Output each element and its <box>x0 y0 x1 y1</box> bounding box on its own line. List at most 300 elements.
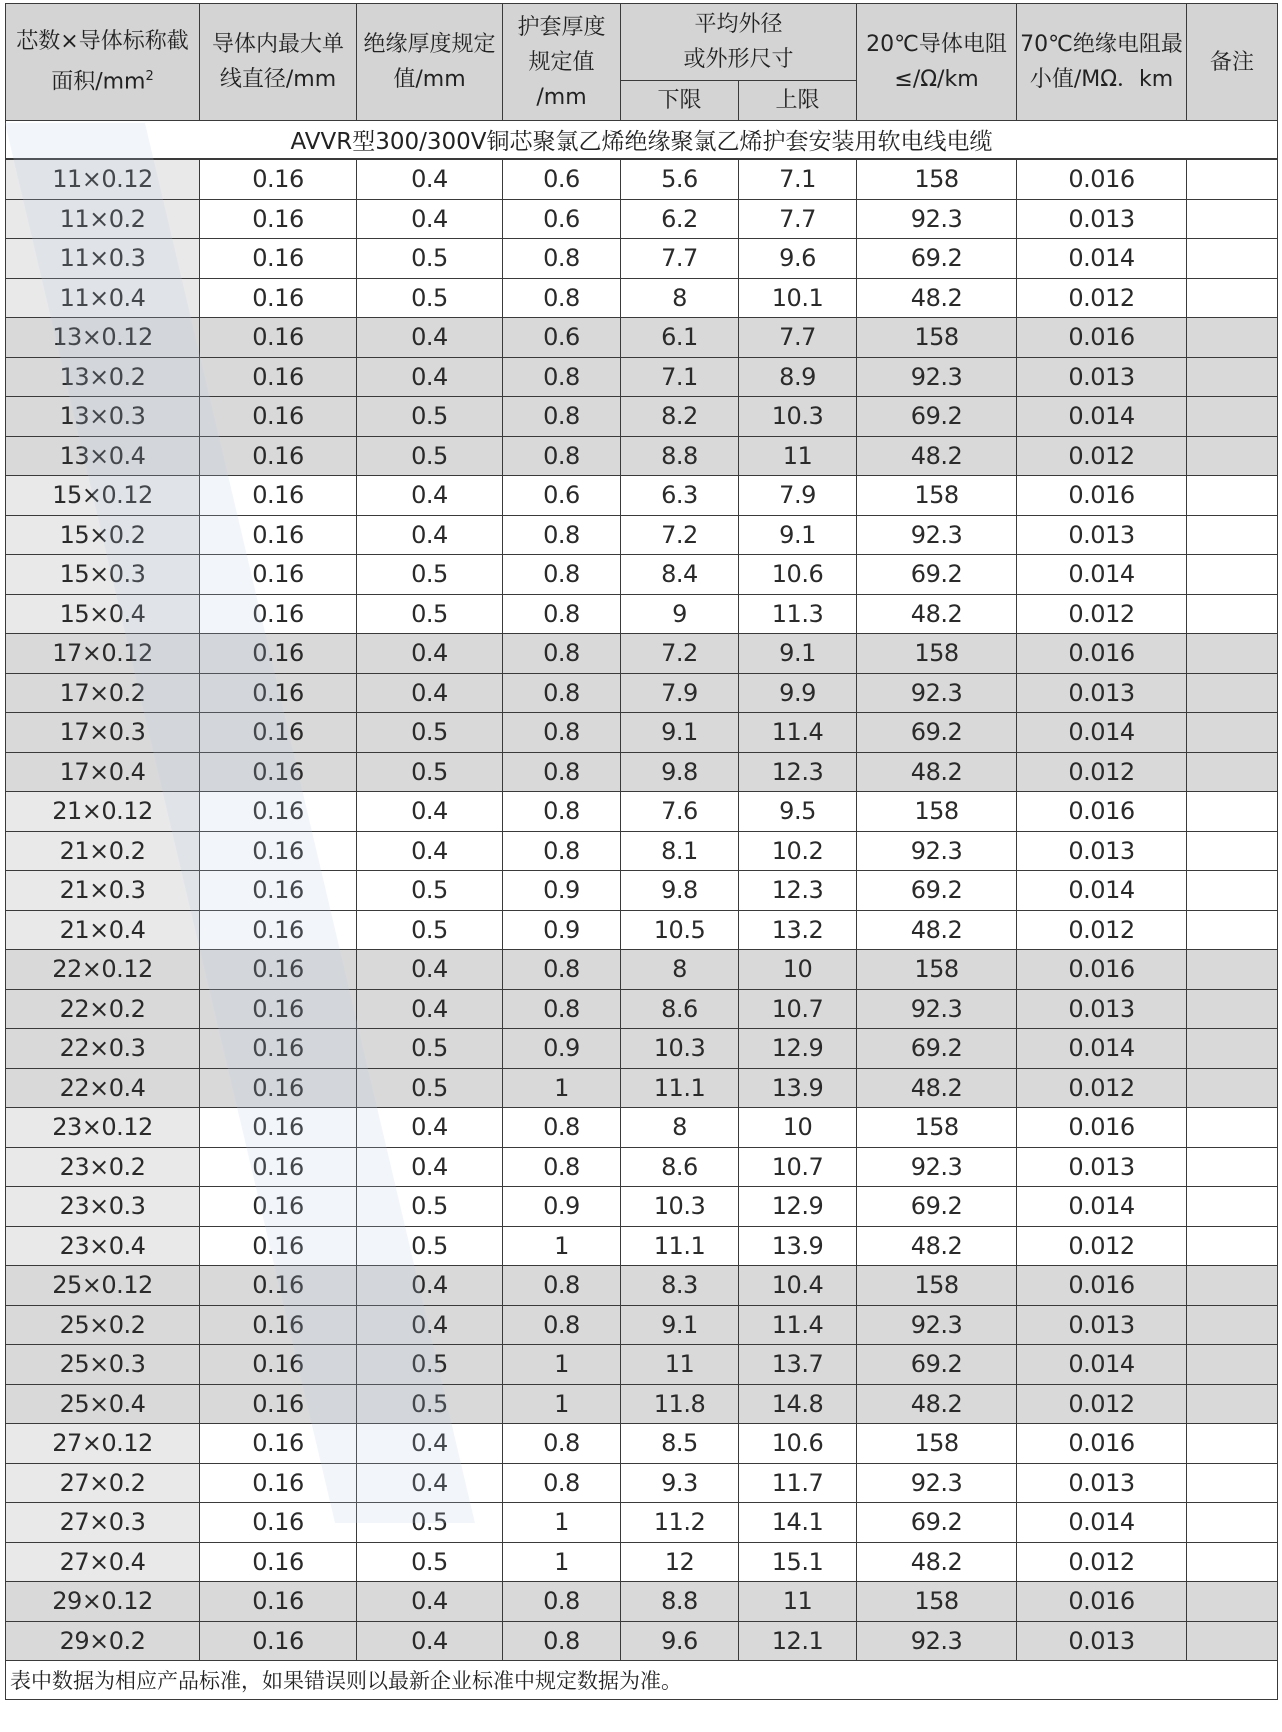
cell-lower-limit: 9.8 <box>621 871 739 911</box>
cell-resistance-20: 48.2 <box>857 278 1017 318</box>
cell-wire-diameter: 0.16 <box>200 1503 357 1543</box>
table-row <box>6 1424 1278 1464</box>
table-row <box>6 634 1278 674</box>
table-row <box>6 239 1278 279</box>
cell-insulation: 0.4 <box>357 199 503 239</box>
cell-insulation: 0.4 <box>357 357 503 397</box>
header-res20-line1: 20℃导体电阻 <box>866 32 1007 57</box>
cell-insulation: 0.4 <box>357 515 503 555</box>
cell-sheath: 0.9 <box>503 871 621 911</box>
cell-remarks <box>1187 278 1278 318</box>
cell-insulation: 0.4 <box>357 831 503 871</box>
cell-insulation: 0.4 <box>357 1424 503 1464</box>
table-header <box>6 4 1278 121</box>
cell-remarks <box>1187 1068 1278 1108</box>
cell-wire-diameter: 0.16 <box>200 555 357 595</box>
table-row <box>6 910 1278 950</box>
table-row <box>6 831 1278 871</box>
cell-wire-diameter: 0.16 <box>200 673 357 713</box>
cell-insulation-resistance-70: 0.016 <box>1017 792 1187 832</box>
cell-resistance-20: 69.2 <box>857 1503 1017 1543</box>
cell-remarks <box>1187 989 1278 1029</box>
cell-lower-limit: 10.3 <box>621 1187 739 1227</box>
cell-wire-diameter: 0.16 <box>200 1305 357 1345</box>
cell-insulation: 0.5 <box>357 910 503 950</box>
cell-upper-limit: 7.7 <box>739 199 857 239</box>
cell-insulation: 0.5 <box>357 1068 503 1108</box>
cell-upper-limit: 12.9 <box>739 1187 857 1227</box>
cell-lower-limit: 8.4 <box>621 555 739 595</box>
cell-lower-limit: 7.2 <box>621 515 739 555</box>
cell-insulation: 0.5 <box>357 278 503 318</box>
cell-upper-limit: 14.8 <box>739 1384 857 1424</box>
cell-remarks <box>1187 752 1278 792</box>
cell-remarks <box>1187 1029 1278 1069</box>
cell-upper-limit: 9.6 <box>739 239 857 279</box>
cell-lower-limit: 6.3 <box>621 476 739 516</box>
cell-insulation: 0.5 <box>357 397 503 437</box>
cell-sheath: 0.8 <box>503 673 621 713</box>
cell-sheath: 0.8 <box>503 1147 621 1187</box>
cell-remarks <box>1187 1108 1278 1148</box>
cable-spec-table <box>5 3 1278 1700</box>
cell-spec: 21×0.4 <box>6 910 200 950</box>
cell-spec: 13×0.4 <box>6 436 200 476</box>
cell-sheath: 0.9 <box>503 910 621 950</box>
cell-lower-limit: 10.3 <box>621 1029 739 1069</box>
cell-sheath: 0.8 <box>503 239 621 279</box>
cell-insulation: 0.4 <box>357 476 503 516</box>
cell-resistance-20: 92.3 <box>857 989 1017 1029</box>
cell-insulation: 0.5 <box>357 1187 503 1227</box>
header-spec-line2 <box>6 59 199 99</box>
cell-spec: 22×0.4 <box>6 1068 200 1108</box>
cell-wire-diameter: 0.16 <box>200 950 357 990</box>
cell-lower-limit: 8.2 <box>621 397 739 437</box>
cell-sheath: 0.6 <box>503 476 621 516</box>
cell-spec: 23×0.3 <box>6 1187 200 1227</box>
cell-upper-limit: 11.3 <box>739 594 857 634</box>
table-row <box>6 515 1278 555</box>
header-sheath-line3: /mm <box>536 84 587 110</box>
cell-wire-diameter: 0.16 <box>200 831 357 871</box>
cell-spec: 17×0.2 <box>6 673 200 713</box>
table-row <box>6 357 1278 397</box>
table-row <box>6 1621 1278 1661</box>
cell-sheath: 1 <box>503 1345 621 1385</box>
cell-wire-diameter: 0.16 <box>200 1384 357 1424</box>
cell-insulation-resistance-70: 0.014 <box>1017 713 1187 753</box>
cell-remarks <box>1187 476 1278 516</box>
cell-resistance-20: 69.2 <box>857 1029 1017 1069</box>
header-outer-line1: 平均外径 <box>694 12 783 37</box>
cell-remarks <box>1187 239 1278 279</box>
cell-sheath: 0.6 <box>503 159 621 199</box>
header-insulation-line2: 值/mm <box>393 67 466 92</box>
cell-lower-limit: 8.3 <box>621 1266 739 1306</box>
table-row <box>6 1187 1278 1227</box>
cell-lower-limit: 7.9 <box>621 673 739 713</box>
cell-resistance-20: 92.3 <box>857 831 1017 871</box>
cell-upper-limit: 10.6 <box>739 1424 857 1464</box>
cell-resistance-20: 92.3 <box>857 1147 1017 1187</box>
header-res20-line2: ≤/Ω/km <box>894 67 979 92</box>
cell-lower-limit: 8 <box>621 950 739 990</box>
cell-insulation: 0.4 <box>357 792 503 832</box>
cell-sheath: 0.8 <box>503 1266 621 1306</box>
cell-remarks <box>1187 871 1278 911</box>
cell-remarks <box>1187 199 1278 239</box>
cell-spec: 27×0.12 <box>6 1424 200 1464</box>
cell-insulation: 0.4 <box>357 1108 503 1148</box>
cell-resistance-20: 69.2 <box>857 713 1017 753</box>
table-row <box>6 673 1278 713</box>
cell-insulation: 0.5 <box>357 1226 503 1266</box>
cell-upper-limit: 12.1 <box>739 1621 857 1661</box>
cell-remarks <box>1187 1266 1278 1306</box>
cell-wire-diameter: 0.16 <box>200 1345 357 1385</box>
spec-sheet <box>5 3 1277 1700</box>
cell-wire-diameter: 0.16 <box>200 1068 357 1108</box>
cell-wire-diameter: 0.16 <box>200 1147 357 1187</box>
cell-spec: 27×0.4 <box>6 1542 200 1582</box>
cell-upper-limit: 8.9 <box>739 357 857 397</box>
cell-insulation: 0.4 <box>357 673 503 713</box>
header-wire-diameter <box>200 4 357 121</box>
cell-upper-limit: 11 <box>739 1582 857 1622</box>
cell-remarks <box>1187 792 1278 832</box>
table-row <box>6 1108 1278 1148</box>
cell-upper-limit: 10.3 <box>739 397 857 437</box>
cell-lower-limit: 10.5 <box>621 910 739 950</box>
cell-remarks <box>1187 555 1278 595</box>
cell-upper-limit: 11 <box>739 436 857 476</box>
cell-insulation-resistance-70: 0.016 <box>1017 1424 1187 1464</box>
cell-spec: 11×0.4 <box>6 278 200 318</box>
cell-wire-diameter: 0.16 <box>200 989 357 1029</box>
cell-spec: 25×0.12 <box>6 1266 200 1306</box>
cell-remarks <box>1187 1187 1278 1227</box>
table-row <box>6 1226 1278 1266</box>
cell-insulation-resistance-70: 0.013 <box>1017 831 1187 871</box>
cell-wire-diameter: 0.16 <box>200 910 357 950</box>
cell-insulation: 0.4 <box>357 1582 503 1622</box>
cell-insulation-resistance-70: 0.014 <box>1017 1187 1187 1227</box>
cell-insulation: 0.4 <box>357 1463 503 1503</box>
cell-upper-limit: 13.9 <box>739 1226 857 1266</box>
cell-upper-limit: 12.3 <box>739 871 857 911</box>
table-row <box>6 989 1278 1029</box>
cell-lower-limit: 11.1 <box>621 1226 739 1266</box>
cell-wire-diameter: 0.16 <box>200 515 357 555</box>
cell-sheath: 0.9 <box>503 1029 621 1069</box>
cell-spec: 27×0.3 <box>6 1503 200 1543</box>
cell-insulation-resistance-70: 0.014 <box>1017 871 1187 911</box>
cell-spec: 11×0.3 <box>6 239 200 279</box>
cell-lower-limit: 9.6 <box>621 1621 739 1661</box>
cell-upper-limit: 11.7 <box>739 1463 857 1503</box>
cell-upper-limit: 10.1 <box>739 278 857 318</box>
cell-spec: 23×0.12 <box>6 1108 200 1148</box>
cell-resistance-20: 69.2 <box>857 239 1017 279</box>
cell-upper-limit: 9.1 <box>739 634 857 674</box>
cell-insulation: 0.4 <box>357 1266 503 1306</box>
cell-insulation-resistance-70: 0.012 <box>1017 752 1187 792</box>
cell-insulation-resistance-70: 0.013 <box>1017 1463 1187 1503</box>
cell-insulation-resistance-70: 0.012 <box>1017 1226 1187 1266</box>
cell-wire-diameter: 0.16 <box>200 1187 357 1227</box>
cell-insulation-resistance-70: 0.014 <box>1017 1345 1187 1385</box>
cell-spec: 25×0.4 <box>6 1384 200 1424</box>
cell-sheath: 0.8 <box>503 436 621 476</box>
cell-upper-limit: 9.9 <box>739 673 857 713</box>
cell-insulation-resistance-70: 0.013 <box>1017 1147 1187 1187</box>
header-spec-sup: 2 <box>145 69 154 85</box>
cell-resistance-20: 48.2 <box>857 436 1017 476</box>
cell-sheath: 1 <box>503 1503 621 1543</box>
cell-insulation-resistance-70: 0.016 <box>1017 950 1187 990</box>
cell-insulation-resistance-70: 0.012 <box>1017 594 1187 634</box>
table-row <box>6 278 1278 318</box>
cell-lower-limit: 11 <box>621 1345 739 1385</box>
cell-insulation-resistance-70: 0.016 <box>1017 1266 1187 1306</box>
cell-wire-diameter: 0.16 <box>200 1542 357 1582</box>
cell-spec: 17×0.4 <box>6 752 200 792</box>
cell-sheath: 0.8 <box>503 1305 621 1345</box>
header-resistance-20 <box>857 4 1017 121</box>
cell-remarks <box>1187 1621 1278 1661</box>
cell-remarks <box>1187 910 1278 950</box>
cell-spec: 11×0.12 <box>6 159 200 199</box>
cell-wire-diameter: 0.16 <box>200 1029 357 1069</box>
cell-remarks <box>1187 357 1278 397</box>
cell-spec: 21×0.2 <box>6 831 200 871</box>
header-spec <box>6 4 200 121</box>
cell-resistance-20: 69.2 <box>857 397 1017 437</box>
cell-sheath: 0.8 <box>503 1424 621 1464</box>
cell-resistance-20: 69.2 <box>857 1187 1017 1227</box>
header-res70-line1: 70℃绝缘电阻最 <box>1020 32 1183 57</box>
table-row <box>6 1384 1278 1424</box>
cell-upper-limit: 13.2 <box>739 910 857 950</box>
header-lower-limit: 下限 <box>621 81 739 121</box>
cell-insulation-resistance-70: 0.012 <box>1017 1384 1187 1424</box>
cell-sheath: 0.8 <box>503 989 621 1029</box>
cell-upper-limit: 10.7 <box>739 1147 857 1187</box>
header-wire-line1: 导体内最大单 <box>211 32 344 57</box>
cell-wire-diameter: 0.16 <box>200 713 357 753</box>
table-row <box>6 1147 1278 1187</box>
cell-sheath: 0.8 <box>503 950 621 990</box>
cell-resistance-20: 69.2 <box>857 871 1017 911</box>
cell-upper-limit: 11.4 <box>739 1305 857 1345</box>
cell-wire-diameter: 0.16 <box>200 1108 357 1148</box>
cell-lower-limit: 9.1 <box>621 1305 739 1345</box>
cell-resistance-20: 48.2 <box>857 910 1017 950</box>
cell-insulation-resistance-70: 0.014 <box>1017 1503 1187 1543</box>
cell-lower-limit: 6.2 <box>621 199 739 239</box>
cell-wire-diameter: 0.16 <box>200 357 357 397</box>
cell-insulation-resistance-70: 0.016 <box>1017 318 1187 358</box>
cell-insulation: 0.5 <box>357 1384 503 1424</box>
cell-wire-diameter: 0.16 <box>200 1226 357 1266</box>
cell-sheath: 0.8 <box>503 555 621 595</box>
header-upper-limit: 上限 <box>739 81 857 121</box>
cell-spec: 17×0.3 <box>6 713 200 753</box>
table-body <box>6 121 1278 1661</box>
table-row <box>6 397 1278 437</box>
header-sheath <box>503 4 621 121</box>
cell-lower-limit: 8.5 <box>621 1424 739 1464</box>
cell-wire-diameter: 0.16 <box>200 1463 357 1503</box>
cell-upper-limit: 9.5 <box>739 792 857 832</box>
cell-resistance-20: 158 <box>857 634 1017 674</box>
cell-resistance-20: 158 <box>857 792 1017 832</box>
cell-resistance-20: 158 <box>857 1108 1017 1148</box>
cell-insulation-resistance-70: 0.013 <box>1017 357 1187 397</box>
cell-lower-limit: 8 <box>621 278 739 318</box>
cell-upper-limit: 10 <box>739 950 857 990</box>
cell-spec: 29×0.2 <box>6 1621 200 1661</box>
cell-remarks <box>1187 950 1278 990</box>
cell-insulation-resistance-70: 0.014 <box>1017 239 1187 279</box>
cell-insulation-resistance-70: 0.016 <box>1017 1582 1187 1622</box>
cell-wire-diameter: 0.16 <box>200 594 357 634</box>
cell-remarks <box>1187 159 1278 199</box>
cell-sheath: 0.8 <box>503 752 621 792</box>
cell-spec: 22×0.3 <box>6 1029 200 1069</box>
cell-sheath: 0.6 <box>503 199 621 239</box>
cell-lower-limit: 9 <box>621 594 739 634</box>
cell-sheath: 0.8 <box>503 1582 621 1622</box>
cell-insulation-resistance-70: 0.014 <box>1017 555 1187 595</box>
cell-wire-diameter: 0.16 <box>200 752 357 792</box>
cell-spec: 25×0.3 <box>6 1345 200 1385</box>
header-insulation-line1: 绝缘厚度规定 <box>363 32 496 57</box>
cell-lower-limit: 8.8 <box>621 436 739 476</box>
cell-sheath: 0.9 <box>503 1187 621 1227</box>
cell-upper-limit: 7.9 <box>739 476 857 516</box>
cell-resistance-20: 158 <box>857 950 1017 990</box>
cell-insulation-resistance-70: 0.012 <box>1017 436 1187 476</box>
cell-insulation: 0.4 <box>357 989 503 1029</box>
cell-insulation: 0.5 <box>357 752 503 792</box>
table-row <box>6 318 1278 358</box>
cell-upper-limit: 11.4 <box>739 713 857 753</box>
cell-sheath: 0.8 <box>503 1108 621 1148</box>
cell-wire-diameter: 0.16 <box>200 239 357 279</box>
cell-remarks <box>1187 318 1278 358</box>
cell-spec: 21×0.3 <box>6 871 200 911</box>
cell-upper-limit: 10.4 <box>739 1266 857 1306</box>
header-spec-line1: 芯数×导体标称截 <box>16 29 189 55</box>
cell-remarks <box>1187 634 1278 674</box>
cell-lower-limit: 11.8 <box>621 1384 739 1424</box>
cell-spec: 22×0.2 <box>6 989 200 1029</box>
cell-spec: 22×0.12 <box>6 950 200 990</box>
cell-insulation-resistance-70: 0.016 <box>1017 159 1187 199</box>
cell-insulation: 0.5 <box>357 871 503 911</box>
cell-sheath: 0.8 <box>503 357 621 397</box>
cell-insulation: 0.4 <box>357 318 503 358</box>
cell-resistance-20: 158 <box>857 318 1017 358</box>
table-row <box>6 871 1278 911</box>
table-row <box>6 950 1278 990</box>
cell-wire-diameter: 0.16 <box>200 634 357 674</box>
cell-sheath: 1 <box>503 1226 621 1266</box>
cell-upper-limit: 10.7 <box>739 989 857 1029</box>
cell-insulation: 0.5 <box>357 1029 503 1069</box>
cell-upper-limit: 13.7 <box>739 1345 857 1385</box>
cell-insulation: 0.5 <box>357 1345 503 1385</box>
cell-spec: 15×0.4 <box>6 594 200 634</box>
cell-lower-limit: 8.6 <box>621 989 739 1029</box>
cell-remarks <box>1187 1345 1278 1385</box>
cell-insulation-resistance-70: 0.014 <box>1017 397 1187 437</box>
cell-sheath: 0.8 <box>503 515 621 555</box>
table-row <box>6 1542 1278 1582</box>
cell-spec: 29×0.12 <box>6 1582 200 1622</box>
cell-sheath: 1 <box>503 1542 621 1582</box>
cell-resistance-20: 92.3 <box>857 1463 1017 1503</box>
table-row <box>6 1029 1278 1069</box>
cell-upper-limit: 12.3 <box>739 752 857 792</box>
table-row <box>6 199 1278 239</box>
cell-upper-limit: 14.1 <box>739 1503 857 1543</box>
cell-sheath: 0.6 <box>503 318 621 358</box>
cell-remarks <box>1187 436 1278 476</box>
cell-resistance-20: 158 <box>857 159 1017 199</box>
cell-resistance-20: 158 <box>857 476 1017 516</box>
cell-resistance-20: 48.2 <box>857 1542 1017 1582</box>
table-row <box>6 1068 1278 1108</box>
cell-resistance-20: 69.2 <box>857 555 1017 595</box>
cell-lower-limit: 12 <box>621 1542 739 1582</box>
cell-resistance-20: 92.3 <box>857 1305 1017 1345</box>
cell-insulation: 0.5 <box>357 436 503 476</box>
cell-remarks <box>1187 673 1278 713</box>
cell-resistance-20: 92.3 <box>857 199 1017 239</box>
cell-remarks <box>1187 1147 1278 1187</box>
cell-insulation-resistance-70: 0.013 <box>1017 989 1187 1029</box>
cell-insulation: 0.4 <box>357 1147 503 1187</box>
cell-insulation-resistance-70: 0.012 <box>1017 910 1187 950</box>
cell-upper-limit: 10.2 <box>739 831 857 871</box>
header-sheath-line1: 护套厚度 <box>517 14 606 40</box>
cell-lower-limit: 9.1 <box>621 713 739 753</box>
cell-lower-limit: 8.1 <box>621 831 739 871</box>
cell-remarks <box>1187 1424 1278 1464</box>
cell-insulation: 0.5 <box>357 713 503 753</box>
cell-upper-limit: 15.1 <box>739 1542 857 1582</box>
cell-insulation: 0.4 <box>357 1621 503 1661</box>
table-row <box>6 1463 1278 1503</box>
cell-resistance-20: 48.2 <box>857 1384 1017 1424</box>
cell-spec: 17×0.12 <box>6 634 200 674</box>
cell-wire-diameter: 0.16 <box>200 792 357 832</box>
cell-wire-diameter: 0.16 <box>200 1582 357 1622</box>
cell-wire-diameter: 0.16 <box>200 1424 357 1464</box>
cell-remarks <box>1187 397 1278 437</box>
cell-insulation: 0.5 <box>357 1503 503 1543</box>
cell-insulation: 0.4 <box>357 950 503 990</box>
cell-lower-limit: 9.8 <box>621 752 739 792</box>
table-row <box>6 752 1278 792</box>
header-remarks: 备注 <box>1187 4 1278 121</box>
cell-remarks <box>1187 594 1278 634</box>
cell-remarks <box>1187 1305 1278 1345</box>
table-row <box>6 159 1278 199</box>
